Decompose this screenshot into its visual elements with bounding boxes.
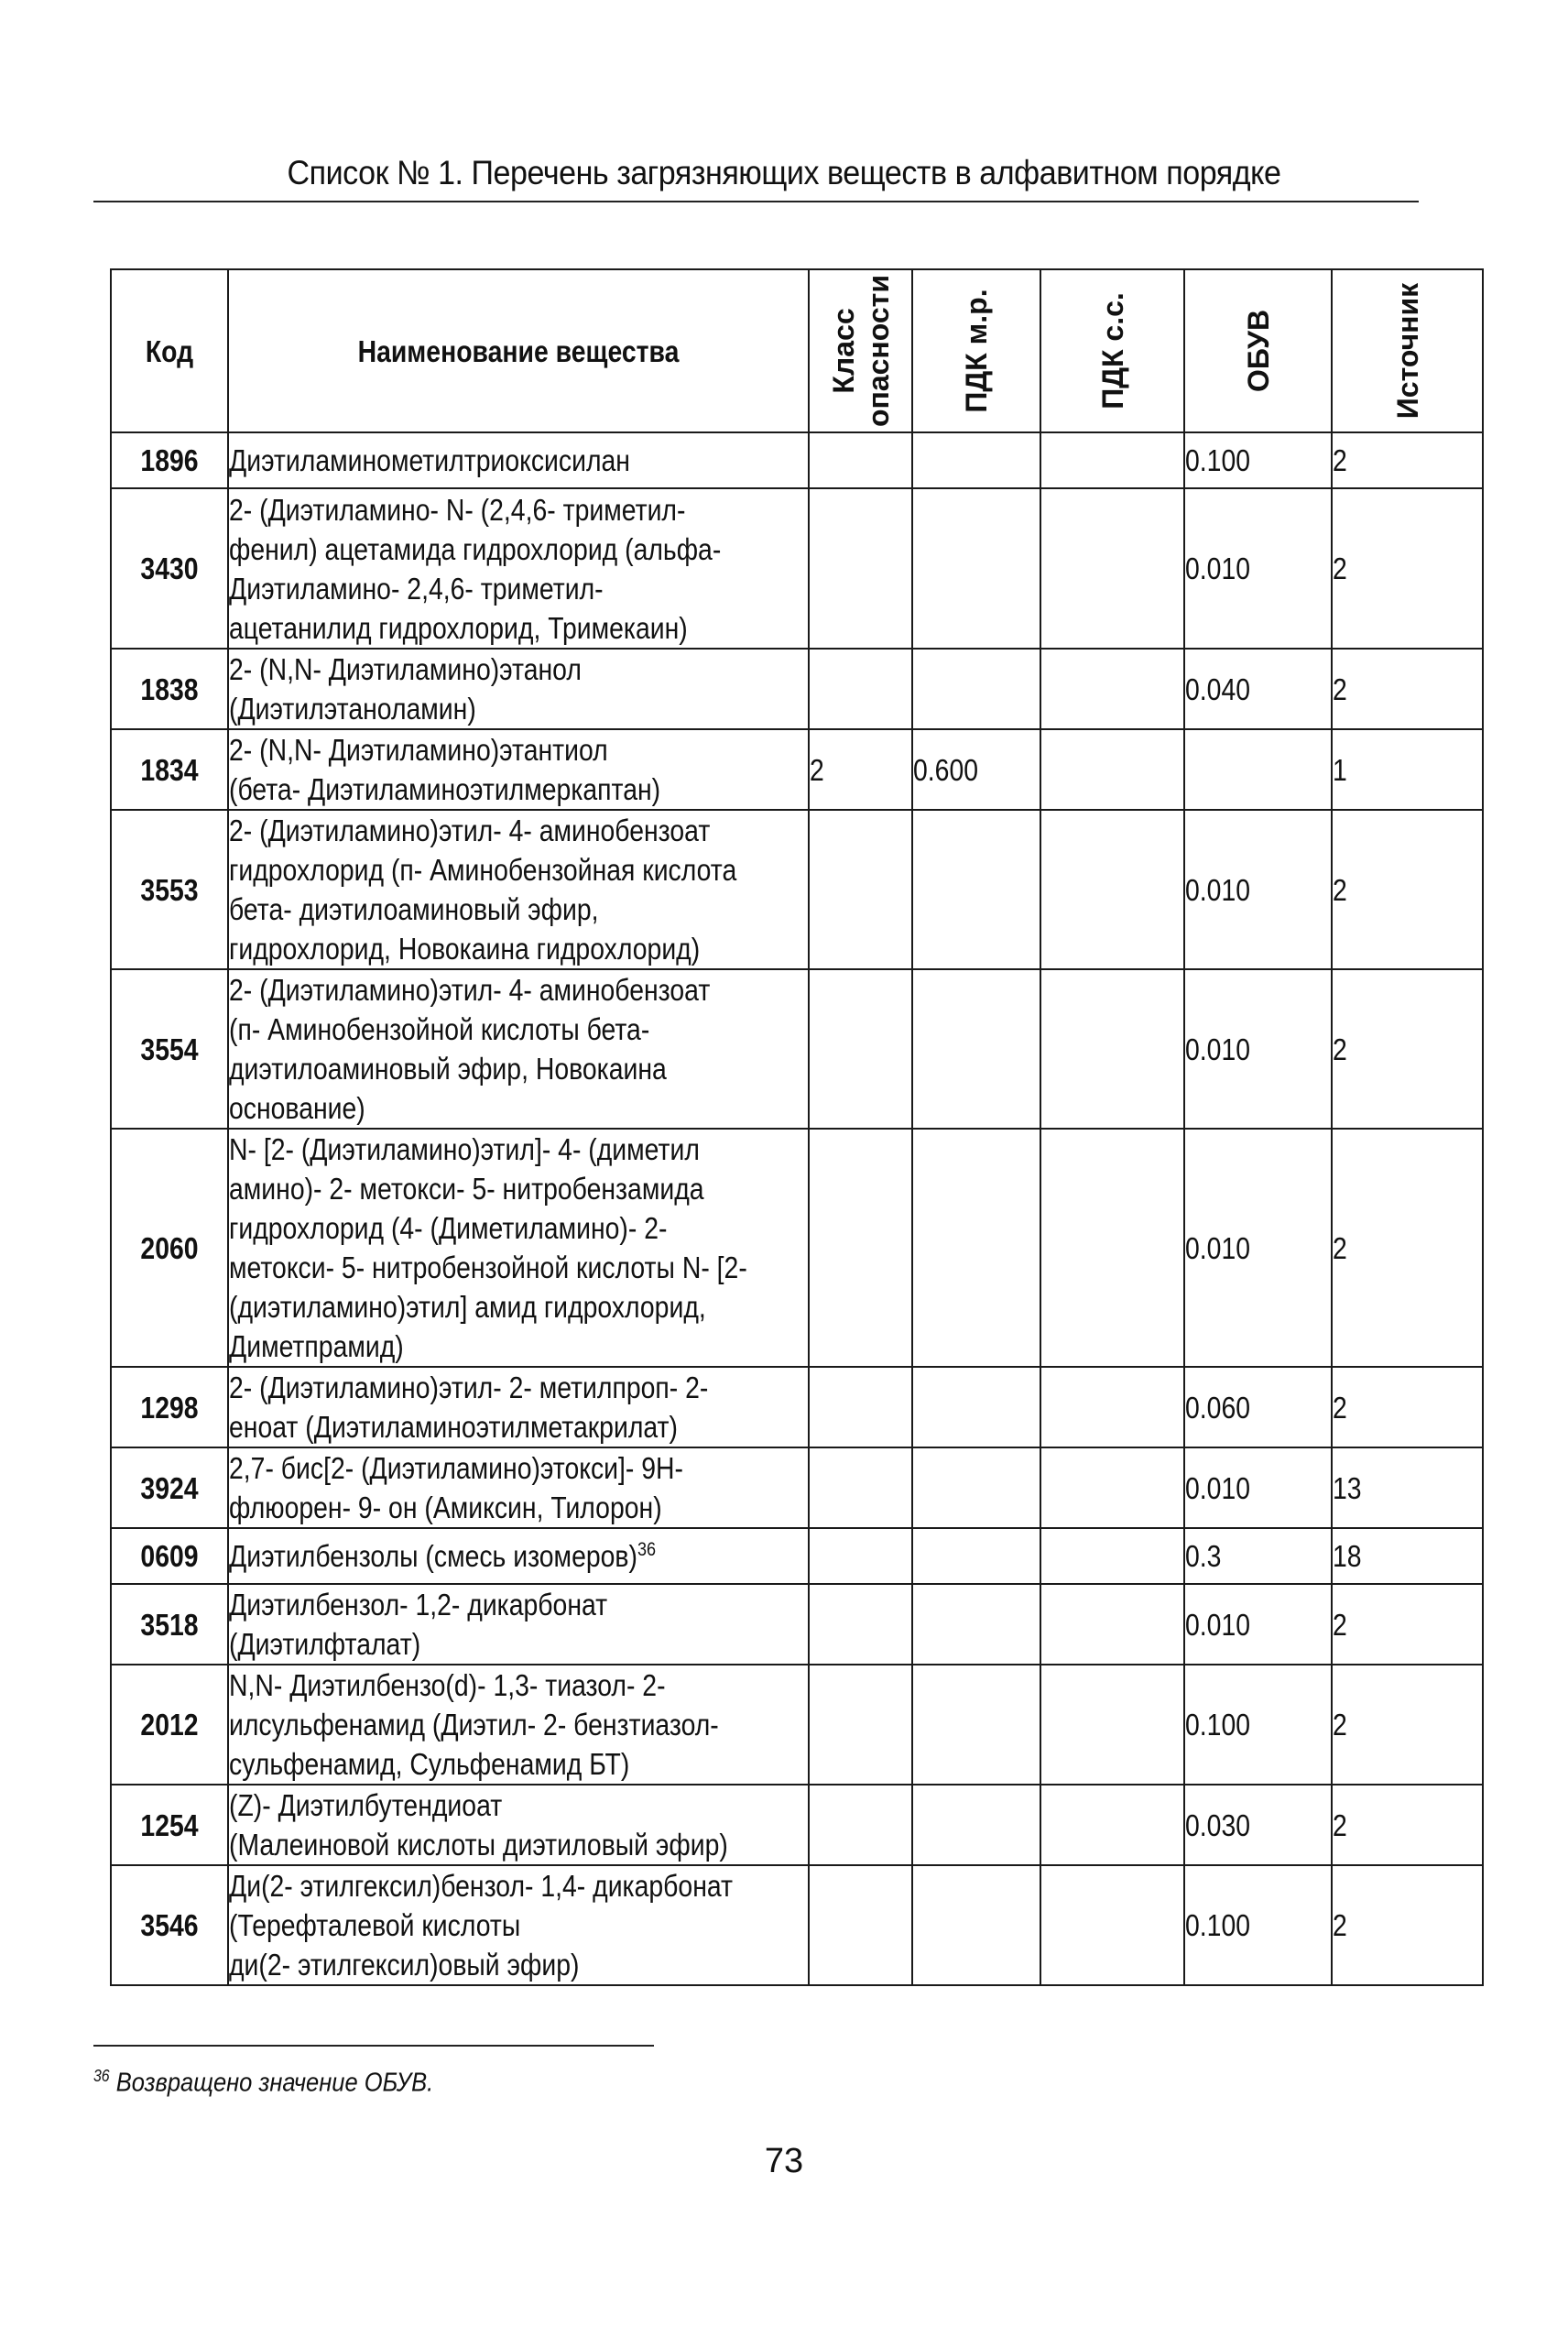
cell-pdk-ss <box>1040 1447 1184 1528</box>
substance-name-line: илсульфенамид (Диэтил‑ 2‑ бензтиазол‑ <box>229 1708 719 1742</box>
cell-hazard-class <box>809 1865 912 1985</box>
cell-source: 2 <box>1332 1865 1483 1985</box>
cell-pdk-mr <box>912 1528 1040 1584</box>
cell-obuv <box>1184 729 1332 810</box>
substance-name-line: Ди(2‑ этилгексил)бензол‑ 1,4‑ дикарбонат <box>229 1869 734 1903</box>
cell-name <box>228 1447 809 1528</box>
substance-name-line: (Малеиновой кислоты диэтиловый эфир) <box>229 1828 728 1862</box>
cell-code: 1298 <box>111 1367 228 1447</box>
substance-name-line: еноат (Диэтиламиноэтилметакрилат) <box>229 1410 678 1444</box>
cell-code: 1838 <box>111 649 228 729</box>
substance-name-line: Диэтиламинометилтриоксисилан <box>229 443 630 477</box>
cell-name <box>228 432 809 488</box>
page-number: 73 <box>764 2142 804 2180</box>
cell-pdk-ss <box>1040 810 1184 969</box>
cell-hazard-class <box>809 1367 912 1447</box>
cell-obuv: 0.100 <box>1184 432 1332 488</box>
cell-name <box>228 1865 809 1985</box>
substance-name-line: флюорен‑ 9‑ он (Амиксин, Тилорон) <box>229 1491 662 1524</box>
substance-name-line: (п‑ Аминобензойной кислоты бета‑ <box>229 1012 650 1046</box>
substance-name-line: (Терефталевой кислоты <box>229 1908 521 1942</box>
substance-name-line: Диметпрамид) <box>229 1329 404 1363</box>
cell-code: 3518 <box>111 1584 228 1665</box>
cell-name <box>228 969 809 1129</box>
header-row <box>111 269 1483 432</box>
table-row <box>111 1665 1483 1785</box>
cell-name <box>228 1665 809 1785</box>
cell-pdk-mr <box>912 1865 1040 1985</box>
title-rule <box>93 201 1419 202</box>
cell-pdk-mr <box>912 1584 1040 1665</box>
substance-name-line: 2‑ (Диэтиламино‑ N‑ (2,4,6‑ триметил‑ <box>229 492 686 527</box>
substance-name-line: ди(2‑ этилгексил)овый эфир) <box>229 1948 580 1982</box>
cell-source: 2 <box>1332 432 1483 488</box>
substance-name-line: диэтилоаминовый эфир, Новокаина <box>229 1052 667 1086</box>
cell-source: 2 <box>1332 649 1483 729</box>
cell-source: 2 <box>1332 810 1483 969</box>
cell-code: 1254 <box>111 1785 228 1865</box>
substance-name-line: гидрохлорид, Новокаина гидрохлорид) <box>229 932 701 966</box>
cell-pdk-ss <box>1040 1584 1184 1665</box>
cell-pdk-ss <box>1040 488 1184 649</box>
header-pdk-mr: ПДК м.р. <box>912 269 1040 432</box>
table-row <box>111 1129 1483 1367</box>
cell-pdk-ss <box>1040 729 1184 810</box>
substance-name-line: (Диэтилэтаноламин) <box>229 692 476 726</box>
footnote <box>93 2067 433 2099</box>
header-code: Код <box>111 269 228 432</box>
cell-code: 3430 <box>111 488 228 649</box>
cell-pdk-mr <box>912 1447 1040 1528</box>
substance-name-line: (Диэтилфталат) <box>229 1627 421 1661</box>
header-source: Источник <box>1332 269 1483 432</box>
cell-hazard-class <box>809 488 912 649</box>
cell-code: 2060 <box>111 1129 228 1367</box>
table-row <box>111 1865 1483 1985</box>
cell-hazard-class <box>809 1665 912 1785</box>
cell-obuv: 0.010 <box>1184 1584 1332 1665</box>
cell-pdk-ss <box>1040 1865 1184 1985</box>
cell-obuv: 0.030 <box>1184 1785 1332 1865</box>
footnote-marker: 36 <box>93 2067 110 2085</box>
substance-name-line: гидрохлорид (4‑ (Диметиламино)‑ 2‑ <box>229 1211 668 1245</box>
header-name: Наименование вещества <box>228 269 809 432</box>
table-row <box>111 488 1483 649</box>
cell-obuv: 0.010 <box>1184 810 1332 969</box>
substance-name-line: Диэтиламино‑ 2,4,6‑ триметил‑ <box>229 571 604 606</box>
cell-pdk-mr <box>912 1785 1040 1865</box>
substance-name-line: N‑ [2‑ (Диэтиламино)этил]‑ 4‑ (диметил <box>229 1132 700 1166</box>
table-row <box>111 1447 1483 1528</box>
cell-code: 3553 <box>111 810 228 969</box>
cell-code: 3546 <box>111 1865 228 1985</box>
table-row <box>111 1528 1483 1584</box>
cell-pdk-ss <box>1040 1528 1184 1584</box>
substance-name-line: N,N‑ Диэтилбензо(d)‑ 1,3‑ тиазол‑ 2‑ <box>229 1668 666 1702</box>
cell-hazard-class <box>809 432 912 488</box>
substance-name-line: 2‑ (N,N‑ Диэтиламино)этанол <box>229 652 582 686</box>
cell-obuv: 0.3 <box>1184 1528 1332 1584</box>
cell-hazard-class <box>809 810 912 969</box>
cell-name <box>228 1129 809 1367</box>
cell-source: 2 <box>1332 1785 1483 1865</box>
cell-name <box>228 1367 809 1447</box>
cell-obuv: 0.010 <box>1184 1447 1332 1528</box>
cell-obuv: 0.100 <box>1184 1865 1332 1985</box>
cell-pdk-mr <box>912 649 1040 729</box>
cell-code: 2012 <box>111 1665 228 1785</box>
cell-name <box>228 1785 809 1865</box>
cell-name <box>228 1584 809 1665</box>
cell-name <box>228 810 809 969</box>
cell-hazard-class <box>809 1129 912 1367</box>
cell-pdk-mr <box>912 1367 1040 1447</box>
cell-obuv: 0.040 <box>1184 649 1332 729</box>
cell-pdk-mr: 0.600 <box>912 729 1040 810</box>
cell-pdk-ss <box>1040 1665 1184 1785</box>
cell-pdk-mr <box>912 1129 1040 1367</box>
substance-name-line: метокси‑ 5‑ нитробензойной кислоты N‑ [2‑ <box>229 1250 747 1284</box>
cell-source: 1 <box>1332 729 1483 810</box>
cell-code: 3924 <box>111 1447 228 1528</box>
cell-code: 0609 <box>111 1528 228 1584</box>
cell-hazard-class <box>809 969 912 1129</box>
substance-name-line: 2,7‑ бис[2‑ (Диэтиламино)этокси]‑ 9Н‑ <box>229 1451 683 1485</box>
cell-code: 3554 <box>111 969 228 1129</box>
cell-name <box>228 488 809 649</box>
cell-pdk-ss <box>1040 649 1184 729</box>
cell-name <box>228 1528 809 1584</box>
table-row <box>111 1785 1483 1865</box>
cell-pdk-mr <box>912 488 1040 649</box>
substance-name-line: Диэтилбензол‑ 1,2‑ дикарбонат <box>229 1588 608 1622</box>
substance-name-line: 2‑ (N,N‑ Диэтиламино)этантиол <box>229 733 608 767</box>
substance-name-line: амино)‑ 2‑ метокси‑ 5‑ нитробензамида <box>229 1172 704 1206</box>
cell-hazard-class <box>809 1528 912 1584</box>
cell-obuv: 0.100 <box>1184 1665 1332 1785</box>
cell-pdk-mr <box>912 1665 1040 1785</box>
table-row <box>111 969 1483 1129</box>
substance-name-line: 2‑ (Диэтиламино)этил‑ 4‑ аминобензоат <box>229 814 711 847</box>
cell-hazard-class: 2 <box>809 729 912 810</box>
header-obuv: ОБУВ <box>1184 269 1332 432</box>
table-row <box>111 729 1483 810</box>
substance-name-line: (Z)‑ Диэтилбутендиоат <box>229 1788 503 1822</box>
cell-source: 2 <box>1332 488 1483 649</box>
substance-name-line: бета‑ диэтилоаминовый эфир, <box>229 892 599 926</box>
substance-name-line: Диэтилбензолы (смесь изомеров)$^{36}$ <box>229 1539 657 1573</box>
cell-code: 1834 <box>111 729 228 810</box>
table-body <box>111 432 1483 1985</box>
cell-name <box>228 729 809 810</box>
cell-hazard-class <box>809 1584 912 1665</box>
substance-name-line: 2‑ (Диэтиламино)этил‑ 2‑ метилпроп‑ 2‑ <box>229 1370 709 1404</box>
table-row <box>111 1584 1483 1665</box>
substance-name-line: гидрохлорид (п‑ Аминобензойная кислота <box>229 853 737 887</box>
substance-name-line: (диэтиламино)этил] амид гидрохлорид, <box>229 1290 706 1324</box>
page-title: Список № 1. Перечень загрязняющих веществ в алфавитном порядке <box>287 154 1281 191</box>
footnote-text: Возвращено значение ОБУВ. <box>115 2068 434 2098</box>
table-row <box>111 649 1483 729</box>
cell-pdk-mr <box>912 810 1040 969</box>
cell-source: 2 <box>1332 1665 1483 1785</box>
cell-hazard-class <box>809 1785 912 1865</box>
cell-pdk-mr <box>912 969 1040 1129</box>
substance-name-line: (бета‑ Диэтиламиноэтилмеркаптан) <box>229 772 661 806</box>
substance-name-line: сульфенамид, Сульфенамид БТ) <box>229 1747 630 1781</box>
cell-source: 2 <box>1332 1129 1483 1367</box>
cell-pdk-ss <box>1040 1129 1184 1367</box>
table-row <box>111 810 1483 969</box>
footnote-rule <box>93 2045 654 2047</box>
header-hazard-class: Класс опасности <box>809 269 912 432</box>
substances-table <box>110 268 1484 1986</box>
cell-source: 2 <box>1332 1584 1483 1665</box>
cell-source: 13 <box>1332 1447 1483 1528</box>
cell-obuv: 0.010 <box>1184 1129 1332 1367</box>
cell-source: 18 <box>1332 1528 1483 1584</box>
cell-source: 2 <box>1332 969 1483 1129</box>
cell-obuv: 0.060 <box>1184 1367 1332 1447</box>
cell-obuv: 0.010 <box>1184 488 1332 649</box>
substance-name-line: ацетанилид гидрохлорид, Тримекаин) <box>229 610 688 645</box>
substance-name-line: основание) <box>229 1091 365 1125</box>
cell-pdk-ss <box>1040 432 1184 488</box>
cell-name <box>228 649 809 729</box>
cell-code: 1896 <box>111 432 228 488</box>
cell-pdk-ss <box>1040 1367 1184 1447</box>
cell-obuv: 0.010 <box>1184 969 1332 1129</box>
table-row <box>111 432 1483 488</box>
cell-hazard-class <box>809 1447 912 1528</box>
cell-hazard-class <box>809 649 912 729</box>
cell-pdk-ss <box>1040 1785 1184 1865</box>
substance-name-line: 2‑ (Диэтиламино)этил‑ 4‑ аминобензоат <box>229 973 711 1007</box>
cell-source: 2 <box>1332 1367 1483 1447</box>
substance-name-line: фенил) ацетамида гидрохлорид (альфа‑ <box>229 531 722 566</box>
header-pdk-ss: ПДК с.с. <box>1040 269 1184 432</box>
cell-pdk-ss <box>1040 969 1184 1129</box>
footnote-ref: 36 <box>637 1539 657 1560</box>
cell-pdk-mr <box>912 432 1040 488</box>
table-row <box>111 1367 1483 1447</box>
